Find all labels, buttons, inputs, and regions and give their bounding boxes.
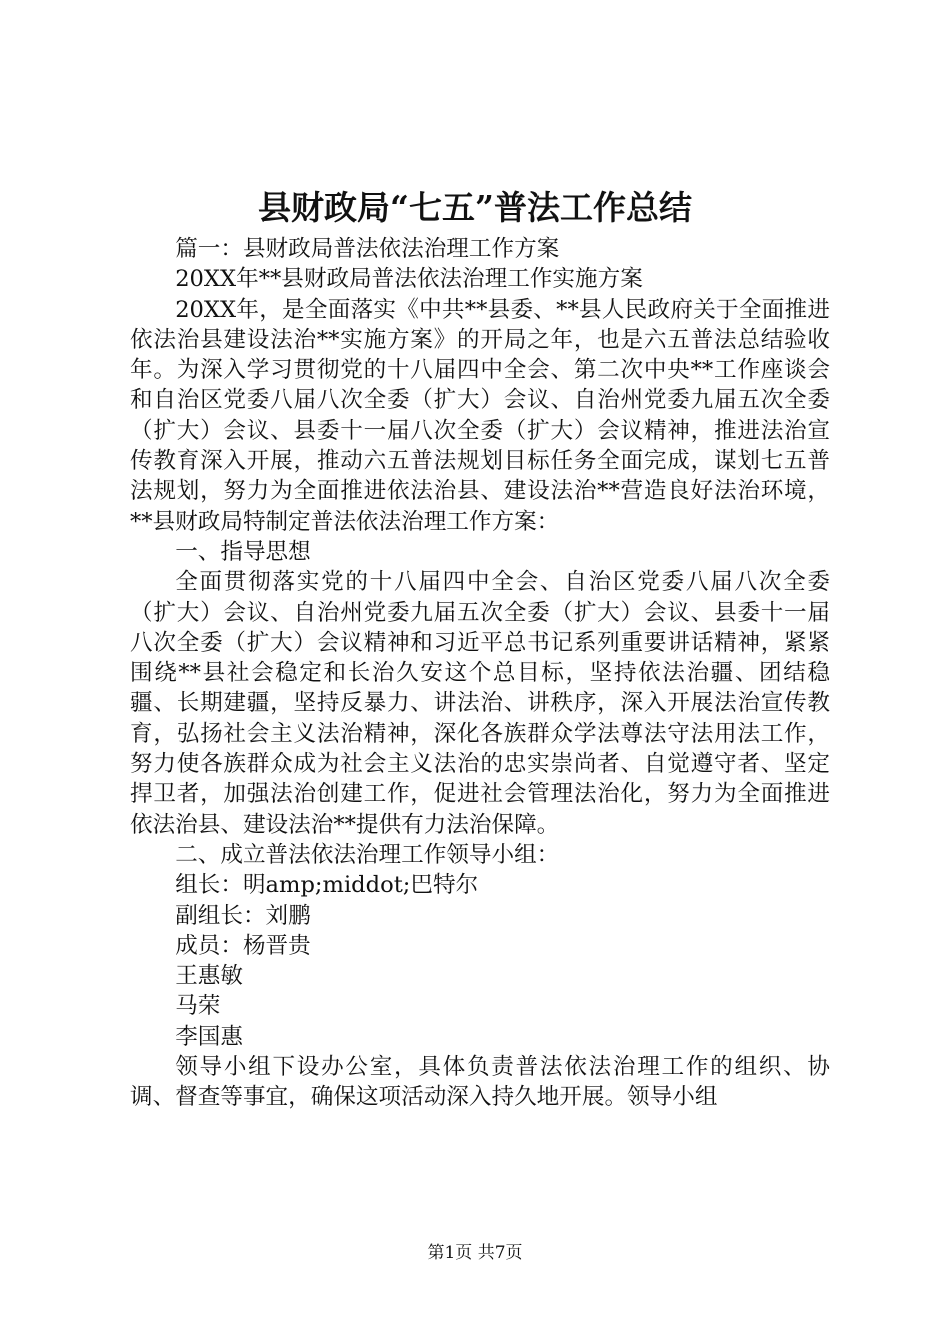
paragraph-office: 领导小组下设办公室，具体负责普法依法治理工作的组织、协调、督查等事宜，确保这项活动深入持久地开展。领导小组	[130, 1054, 830, 1111]
paragraph-heading-guiding-thought: 一、指导思想	[175, 538, 311, 565]
paragraph-intro: 20XX年，是全面落实《中共**县委、**县人民政府关于全面推进依法治县建设法治**实施方案》的开局之年，也是六五普法总结验收年。为深入学习贯彻党的十八届四中全会、第二次中央**工作座谈会和自治区党委八届八次全委（扩大）会议、自治州党委九届五次全委（扩大）会议、县委十一届八次全委（扩大）会议精神，推进法治宣传教育深入开展，推动六五普法规划目标任务全面完成，谋划七五普法规划，努力为全面推进依法治县、建设法治**营造良好法治环境，**县财政局特制定普法依法治理工作方案：	[130, 296, 830, 535]
paragraph-deputy-leader: 副组长：刘鹏	[175, 902, 311, 929]
paragraph-member-4: 李国惠	[175, 1023, 243, 1050]
paragraph-member-2: 王惠敏	[175, 963, 243, 990]
document-body	[130, 234, 830, 1113]
paragraph-members: 成员：杨晋贵	[175, 932, 311, 959]
paragraph-group-leader: 组长：明amp;middot;巴特尔	[175, 872, 479, 899]
paragraph-plan-title: 20XX年**县财政局普法依法治理工作实施方案	[175, 266, 643, 293]
paragraph-heading-leading-group: 二、成立普法依法治理工作领导小组：	[175, 841, 560, 868]
document-title: 县财政局“七五”普法工作总结	[258, 188, 692, 227]
paragraph-guiding-thought: 全面贯彻落实党的十八届四中全会、自治区党委八届八次全委（扩大）会议、自治州党委九届五次全委（扩大）会议、县委十一届八次全委（扩大）会议精神和习近平总书记系列重要讲话精神，紧紧围绕**县社会稳定和长治久安这个总目标，坚持依法治疆、团结稳疆、长期建疆，坚持反暴力、讲法治、讲秩序，深入开展法治宣传教育，弘扬社会主义法治精神，深化各族群众学法尊法守法用法工作，努力使各族群众成为社会主义法治的忠实崇尚者、自觉遵守者、坚定捍卫者，加强法治创建工作，促进社会管理法治化，努力为全面推进依法治县、建设法治**提供有力法治保障。	[130, 569, 830, 838]
page-footer: 第1页 共7页	[427, 1243, 523, 1263]
paragraph-section-heading: 篇一：县财政局普法依法治理工作方案	[175, 236, 560, 262]
paragraph-member-3: 马荣	[175, 993, 221, 1020]
